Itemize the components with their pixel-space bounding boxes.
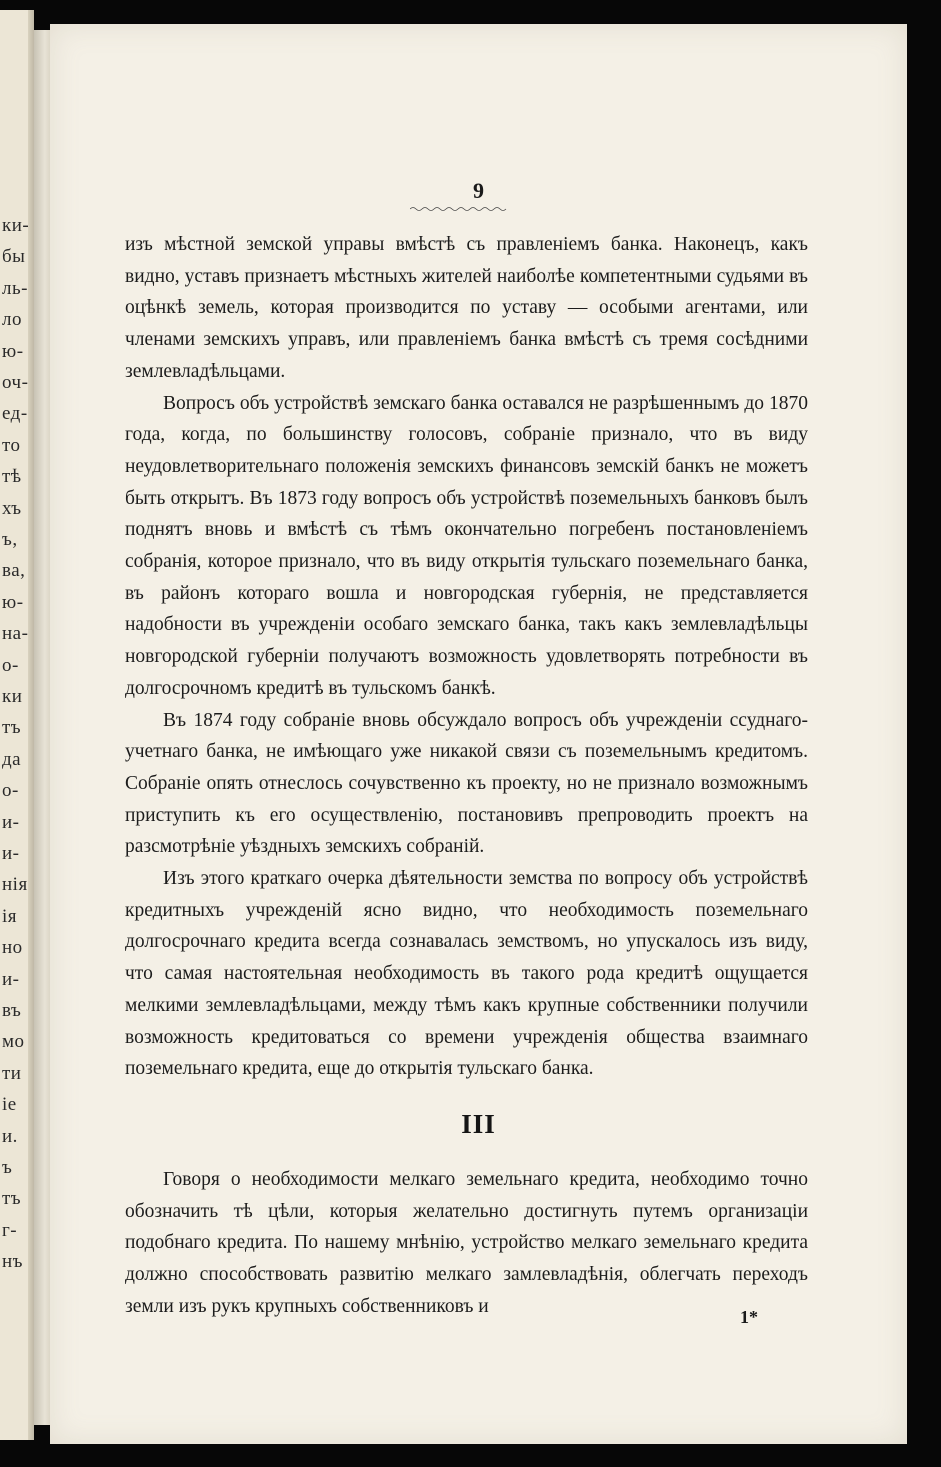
paragraph-3: Въ 1874 году собраніе вновь обсуждало вопросъ объ учрежденіи ссуднаго-учетнаго банка, не имѣющаго уже никакой связи съ поземельнымъ кредитомъ. Собраніе опять отнеслось сочувственно къ проекту, но не признало возможнымъ приступить къ его осуществленію, постановивъ препроводить проектъ на разсмотрѣніе уѣздныхъ земскихъ собраній. <box>125 709 808 858</box>
previous-page-fragment: хъ <box>2 497 22 519</box>
printer-signature-mark: 1* <box>740 1307 758 1327</box>
main-text <box>125 229 808 1085</box>
previous-page-fragment: но <box>2 937 23 959</box>
previous-page-fragment: на- <box>2 623 29 645</box>
page-number: 9 <box>473 178 484 203</box>
section-heading: III <box>461 1109 496 1139</box>
previous-page-fragment: то <box>2 434 21 456</box>
previous-page-fragment: нъ <box>2 1251 23 1273</box>
previous-page-fragment: и- <box>2 843 20 864</box>
previous-page-fragment: ва, <box>2 560 26 582</box>
previous-page-fragment: да <box>2 748 22 770</box>
decorative-wavy-rule <box>410 206 508 212</box>
previous-page-fragment: мо <box>2 1031 25 1053</box>
previous-page-fragment: ль- <box>2 277 28 299</box>
previous-page-fragment: ъ, <box>2 529 18 550</box>
section-paragraph: Говоря о необходимости мелкаго земельнаго кредита, необходимо точно обозначить тѣ цѣли, которыя желательно достигнуть путемъ организаціи подобнаго кредита. По нашему мнѣнію, устройство мелкаго земельнаго кредита должно способствовать развитію мелкаго замлевладѣнія, облегчать переходъ земли изъ рукъ крупныхъ собственниковъ и <box>125 1169 808 1317</box>
previous-page-fragment: г- <box>2 1219 18 1241</box>
previous-page-fragment: оч- <box>2 372 29 393</box>
previous-page-fragment: и- <box>2 811 20 833</box>
previous-page-fragment: ти <box>2 1062 22 1084</box>
previous-page-fragment: и. <box>2 1125 18 1147</box>
book-page <box>50 24 907 1444</box>
previous-page-fragment: іе <box>2 1094 17 1116</box>
paragraph-4: Изъ этого краткаго очерка дѣятельности земства по вопросу объ устройствѣ кредитныхъ учрежденій ясно видно, что необходимость поземельнаго долгосрочнаго кредита всегда сознавалась земствомъ, но упускалось изъ виду, что самая настоятельная необходимость въ такого рода кредитѣ ощущается мелкими землевладѣльцами, между тѣмъ какъ крупные собственники получили возможность кредитоваться со времени учрежденія общества взаимнаго поземельнаго кредита, еще до открытія тульскаго банка. <box>125 868 808 1080</box>
paragraph-1: изъ мѣстной земской управы вмѣстѣ съ правленіемъ банка. Наконецъ, какъ видно, уставъ признаетъ мѣстныхъ жителей наиболѣе компетентными судьями въ оцѣнкѣ земель, которая производится по уставу — особыми агентами, или членами земскихъ управъ, или правленіемъ банка вмѣстѣ съ тремя сосѣдними землевладѣльцами. <box>125 234 808 382</box>
previous-page-fragment: ія <box>2 905 18 927</box>
previous-page-fragment: и- <box>2 968 20 990</box>
previous-page-fragment: въ <box>2 1000 22 1021</box>
previous-page-fragment: ки <box>2 686 23 707</box>
previous-page-fragment: тѣ <box>2 466 22 488</box>
previous-page-fragment: ед- <box>2 403 28 425</box>
previous-page-fragment: ю- <box>2 591 24 613</box>
previous-page-fragment: ло <box>2 309 22 331</box>
previous-page-fragment: тъ <box>2 1188 22 1210</box>
previous-page-edge <box>0 10 34 1440</box>
previous-page-fragment: о- <box>2 780 19 802</box>
previous-page-fragment: бы <box>2 246 26 268</box>
previous-page-fragment: ъ <box>2 1157 13 1178</box>
previous-page-fragment: тъ <box>2 717 22 739</box>
previous-page-fragment: о- <box>2 654 19 676</box>
previous-page-fragment: ки- <box>2 215 30 236</box>
paragraph-2: Вопросъ объ устройствѣ земскаго банка оставался не разрѣшеннымъ до 1870 года, когда, по большинству голосовъ, собраніе признало, что въ виду неудовлетворительнаго положенія земскихъ финансовъ земскій банкъ не можетъ быть открытъ. Въ 1873 году вопросъ объ устройствѣ поземельныхъ банковъ былъ поднятъ вновь и вмѣстѣ съ тѣмъ окончательно погребенъ постановленіемъ собранія, которое признало, что въ виду открытія тульскаго поземельнаго банка, въ районъ котораго вошла и новгородская губернія, не представляется надобности въ учрежденіи особаго земскаго банка, такъ какъ землевладѣльцы новгородской губерніи получаютъ возможность удовлетворять потребности въ долгосрочномъ кредитѣ въ тульскомъ банкѣ. <box>125 392 808 699</box>
previous-page-fragment: нія <box>2 874 28 896</box>
previous-page-fragment: ю- <box>2 340 24 362</box>
section-text <box>125 1164 808 1323</box>
